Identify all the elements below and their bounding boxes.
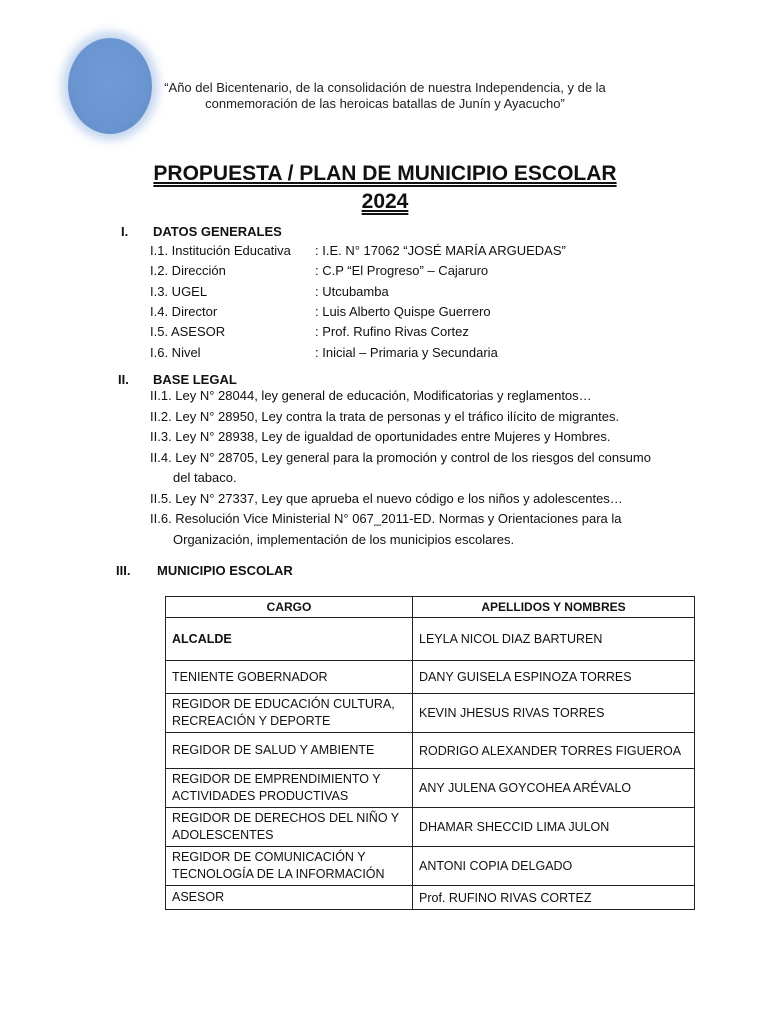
row-value: : Luis Alberto Quispe Guerrero (315, 304, 491, 319)
table-row (166, 733, 695, 769)
section-3-title: MUNICIPIO ESCOLAR (157, 563, 293, 578)
row-value: : Prof. Rufino Rivas Cortez (315, 324, 469, 339)
legal-item: II.1. Ley N° 28044, ley general de educación, Modificatorias y reglamentos… (150, 388, 592, 403)
row-value: : Inicial – Primaria y Secundaria (315, 345, 498, 360)
legal-item: II.2. Ley N° 28950, Ley contra la trata de personas y el tráfico ilícito de migrantes. (150, 408, 620, 424)
row-label: I.6. Nivel (150, 345, 201, 360)
table-row (166, 769, 695, 808)
row-value: : Utcubamba (315, 284, 389, 299)
title-line-2: 2024 (361, 190, 409, 213)
row-label: I.1. Institución Educativa (150, 243, 291, 258)
general-data-row (150, 262, 489, 279)
nombre-cell: RODRIGO ALEXANDER TORRES FIGUEROA (413, 733, 695, 769)
general-data-row (150, 242, 566, 259)
column-header-nombres: APELLIDOS Y NOMBRES (413, 597, 695, 618)
general-data-row (150, 303, 491, 320)
row-label: I.3. UGEL (150, 284, 208, 299)
cargo-cell: REGIDOR DE COMUNICACIÓN Y TECNOLOGÍA DE LA INFORMACIÓN (166, 847, 413, 886)
title-line-1: PROPUESTA / PLAN DE MUNICIPIO ESCOLAR (153, 162, 617, 185)
legal-item: II.6. Resolución Vice Ministerial N° 067_2011-ED. Normas y Orientaciones para la (150, 511, 622, 526)
nombre-cell: LEYLA NICOL DIAZ BARTUREN (413, 618, 695, 661)
document-title (100, 160, 670, 216)
nombre-cell: ANTONI COPIA DELGADO (413, 847, 695, 886)
legal-item-continuation: Organización, implementación de los municipios escolares. (173, 531, 515, 547)
row-value: : I.E. N° 17062 “JOSÉ MARÍA ARGUEDAS” (315, 243, 566, 258)
section-1-number: I. (121, 224, 129, 239)
legal-item: II.5. Ley N° 27337, Ley que aprueba el nuevo código e los niños y adolescentes… (150, 490, 623, 506)
cargo-cell: REGIDOR DE SALUD Y AMBIENTE (166, 733, 413, 769)
legal-item: II.4. Ley N° 28705, Ley general para la promoción y control de los riesgos del consumo (150, 449, 651, 465)
legal-item: II.3. Ley N° 28938, Ley de igualdad de oportunidades entre Mujeres y Hombres. (150, 429, 611, 444)
school-logo (68, 38, 152, 134)
municipio-table (165, 596, 695, 910)
row-label: I.4. Director (150, 304, 218, 319)
section-2-heading (118, 372, 237, 387)
nombre-cell: DANY GUISELA ESPINOZA TORRES (413, 661, 695, 694)
cargo-cell: ALCALDE (166, 618, 413, 661)
cargo-cell: REGIDOR DE EMPRENDIMIENTO Y ACTIVIDADES PRODUCTIVAS (166, 769, 413, 808)
row-label: I.5. ASESOR (150, 324, 226, 339)
table-header-row (166, 597, 695, 618)
section-1-title: DATOS GENERALES (153, 224, 282, 239)
row-label: I.2. Dirección (150, 263, 226, 278)
section-3-heading (116, 563, 293, 578)
section-2-number: II. (118, 372, 129, 387)
cargo-cell: REGIDOR DE DERECHOS DEL NIÑO Y ADOLESCENTES (166, 808, 413, 847)
nombre-cell: Prof. RUFINO RIVAS CORTEZ (413, 886, 695, 910)
year-motto (150, 80, 620, 112)
nombre-cell: ANY JULENA GOYCOHEA ARÉVALO (413, 769, 695, 808)
table-row (166, 886, 695, 910)
row-value: : C.P “El Progreso” – Cajaruro (315, 263, 489, 278)
cargo-cell: ASESOR (166, 886, 413, 910)
nombre-cell: KEVIN JHESUS RIVAS TORRES (413, 694, 695, 733)
motto-line-1: “Año del Bicentenario, de la consolidación de nuestra Independencia, y de la (164, 80, 606, 95)
general-data-row (150, 344, 498, 361)
cargo-cell: REGIDOR DE EDUCACIÓN CULTURA, RECREACIÓN Y DEPORTE (166, 694, 413, 733)
table-row (166, 694, 695, 733)
table-row (166, 661, 695, 694)
column-header-cargo: CARGO (166, 597, 413, 618)
motto-line-2: conmemoración de las heroicas batallas de Junín y Ayacucho” (205, 96, 565, 111)
nombre-cell: DHAMAR SHECCID LIMA JULON (413, 808, 695, 847)
general-data-row (150, 323, 469, 340)
general-data-row (150, 283, 389, 300)
table-row (166, 847, 695, 886)
table-row (166, 808, 695, 847)
cargo-cell: TENIENTE GOBERNADOR (166, 661, 413, 694)
table-row (166, 618, 695, 661)
legal-basis-list (150, 386, 694, 550)
section-1-heading (121, 224, 282, 239)
legal-item-continuation: del tabaco. (173, 470, 237, 485)
section-2-title: BASE LEGAL (153, 372, 237, 387)
section-3-number: III. (116, 563, 131, 578)
